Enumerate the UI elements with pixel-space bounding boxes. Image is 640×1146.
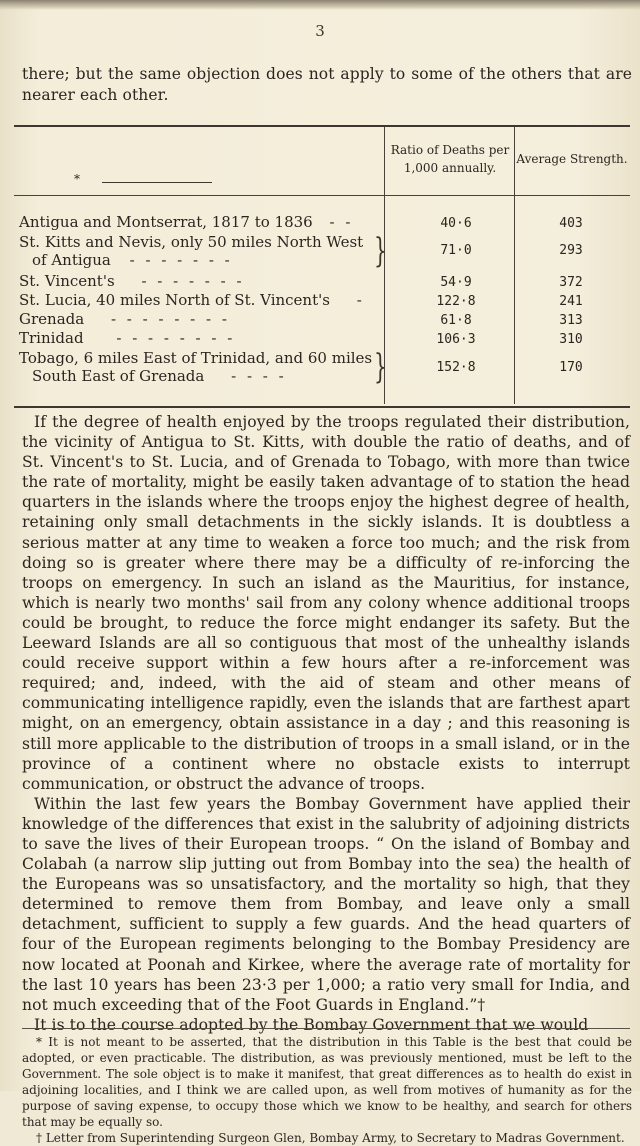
intro-paragraph: there; but the same objection does not apply to some of the others that are nearer each other. [22,65,632,104]
header-strength: Average Strength. [516,152,628,166]
table-row-name-continued: of Antigua - - - - - - - [32,251,233,269]
table-row-ratio: 40·6 [440,216,472,231]
body-paragraph: Within the last few years the Bombay Government have applied their knowledge of the differences that exist in the salubrity of adjoining districts to save the lives of their European troops. “ On the island of Bombay and Colabah (a narrow slip jutting out from Bombay into the sea) the health of the Europeans was so unsatisfactory, and the mortality so high, that they determined to remove them from Bombay, and leave only a small detachment, sufficient to supply a few guards. And the head quarters of four of the European regiments belonging to the Bombay Presidency are now located at Poonah and Kirkee, where the average rate of mortality for the last 10 years has been 23·3 per 1,000; a ratio very small for India, and not much exceeding that of the Foot Guards in England.”† [22,794,630,1014]
table-row-ratio: 122·8 [436,294,476,309]
table-blank-rule [102,182,212,183]
table-row-strength: 293 [559,243,583,258]
table-row-ratio: 152·8 [436,360,476,375]
table-row-name: St. Lucia, 40 miles North of St. Vincent's - [19,291,365,309]
footnote-dagger: † Letter from Superintending Surgeon Glen, Bombay Army, to Secretary to Madras Government. [36,1131,625,1145]
table-row-name: Trinidad - - - - - - - - [19,329,236,347]
brace-icon: } [374,345,387,387]
body-paragraph: If the degree of health enjoyed by the troops regulated their distribution, the vicinity of Antigua to St. Kitts, with double the ratio of deaths, and of St. Vincent's to St. Lucia, and of Grenada to Tobago, with more than twice the rate of mortality, might be easily taken advantage of to station the head quarters in the islands where the troops enjoy the highest degree of health, retaining only small detachments in the sickly islands. It is doubtless a serious matter at any time to weaken a force too much; and the risk from doing so is greater where there may be a difficulty of re-inforcing the troops on emergency. In such an island as the Mauritius, for instance, which is nearly two months' sail from any colony whence additional troops could be brought, to reduce the force might endanger its safety. But the Leeward Islands are all so contiguous that most of the unhealthy islands could receive support within a few hours after a re-inforcement was required; and, indeed, with the aid of steam and other means of communicating intelligence rapidly, even the islands that are farthest apart might, on an emergency, obtain assistance in a day ; and this reasoning is still more applicable to the distribution of troops in a small island, or in the province of a continent where no obstacle exists to interrupt communication, or obstruct the advance of troops. [22,413,630,793]
table-star-mark: * [74,172,80,186]
mortality-table [14,125,630,408]
table-row-strength: 313 [559,313,583,328]
table-row-strength: 310 [559,332,583,347]
table-row-ratio: 54·9 [440,275,472,290]
table-row-name: Grenada - - - - - - - - [19,310,230,328]
brace-icon: } [374,229,387,271]
header-rule [14,195,630,196]
table-row-ratio: 61·8 [440,313,472,328]
footnotes [22,1034,632,1146]
table-row-name: St. Kitts and Nevis, only 50 miles North West [19,233,364,251]
table-row-ratio: 71·0 [440,243,472,258]
header-ratio: Ratio of Deaths per 1,000 annually. [390,143,510,175]
table-row-name: Antigua and Montserrat, 1817 to 1836 - - [19,213,354,231]
table-row-name-continued: South East of Grenada - - - - [32,367,287,385]
page-edge-shadow [0,0,640,10]
footnote-rule [22,1028,630,1029]
table-row-strength: 170 [559,360,583,375]
table-divider [514,127,515,404]
footnote-star: * It is not meant to be asserted, that the distribution in this Table is the best that could be adopted, or even practicable. The distribution, as was previously mentioned, must be left to the Government. The sole object is to make it manifest, that great differences as to health do exist in adjoining localities, and I think we are called upon, as well from motives of humanity as for the purpose of saving expense, to occupy those which we know to be healthy, and search for others that may be equally so. [22,1035,632,1129]
page-number: 3 [315,22,325,40]
body-text [22,412,630,1035]
table-row-name: St. Vincent's - - - - - - - [19,272,245,290]
body-paragraph: It is to the course adopted by the Bombay Government that we would [34,1015,589,1034]
table-row-strength: 372 [559,275,583,290]
table-row-ratio: 106·3 [436,332,476,347]
table-row-strength: 241 [559,294,583,309]
table-row-strength: 403 [559,216,583,231]
table-row-name: Tobago, 6 miles East of Trinidad, and 60 miles [19,349,373,367]
